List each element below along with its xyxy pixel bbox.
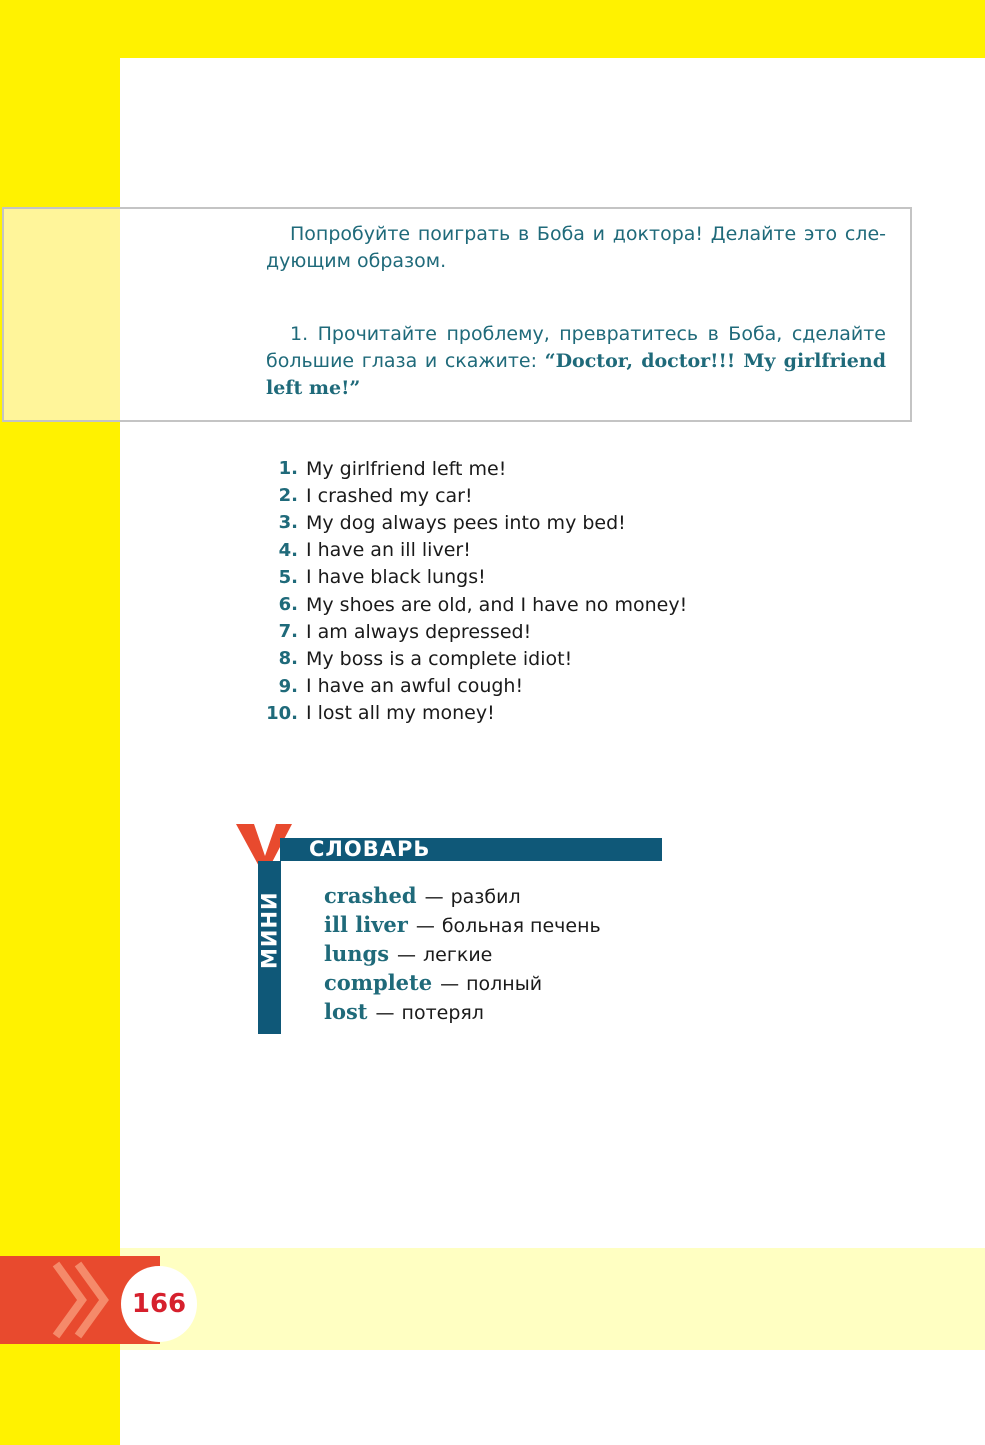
problem-item (262, 482, 687, 509)
problem-number: 2. (278, 485, 298, 507)
problem-number: 4. (278, 539, 298, 561)
vocab-word: ill liver (324, 912, 408, 937)
double-chevron-icon (48, 1256, 128, 1344)
vocab-dash: — (415, 915, 435, 937)
vocab-word: complete (324, 970, 433, 995)
vocab-entry (324, 883, 601, 912)
problem-number: 10. (266, 702, 298, 724)
problem-text: My boss is a complete idiot! (306, 647, 573, 670)
vocab-translation: больная печень (441, 915, 601, 937)
vocab-entry (324, 941, 601, 970)
problem-item (262, 455, 687, 482)
vocab-entry (324, 999, 601, 1028)
problem-text: I lost all my money! (306, 702, 495, 725)
problem-number: 6. (278, 594, 298, 616)
vocab-word: lungs (324, 941, 390, 966)
instruction-paragraph-1: Попробуйте поиграть в Боба и доктора! Делайте это сле-дующим образом. (266, 223, 886, 272)
problem-number: 5. (278, 566, 298, 588)
vocab-title: СЛОВАРЬ (309, 837, 431, 861)
vocab-word: lost (324, 999, 368, 1024)
problem-item (262, 645, 687, 672)
vocab-dash: — (424, 886, 444, 908)
vocab-translation: потерял (401, 1002, 484, 1024)
vocab-dash: — (375, 1002, 395, 1024)
vocab-word: crashed (324, 883, 417, 908)
problem-number: 3. (278, 512, 298, 534)
problem-text: I have black lungs! (306, 566, 486, 589)
problem-text: I am always depressed! (306, 620, 532, 643)
problem-item (262, 509, 687, 536)
vocab-dash: — (397, 944, 417, 966)
problem-item (262, 618, 687, 645)
instruction-paragraph-2 (266, 321, 886, 402)
vocab-entry (324, 912, 601, 941)
problem-text: My shoes are old, and I have no money! (306, 593, 688, 616)
problem-item (262, 673, 687, 700)
problem-number: 8. (278, 648, 298, 670)
problem-text: I crashed my car! (306, 484, 473, 507)
vocab-list (324, 883, 601, 1028)
problem-list (262, 455, 687, 727)
problem-number: 1. (278, 458, 298, 480)
problem-item (262, 591, 687, 618)
problem-text: I have an awful cough! (306, 675, 524, 698)
problem-text: My girlfriend left me! (306, 457, 507, 480)
vocab-translation: разбил (450, 886, 521, 908)
vocab-translation: полный (466, 973, 543, 995)
vocab-entry (324, 970, 601, 999)
vocab-translation: легкие (423, 944, 493, 966)
vocab-dash: — (440, 973, 460, 995)
problem-number: 9. (278, 675, 298, 697)
problem-text: My dog always pees into my bed! (306, 511, 626, 534)
page-frame-top (0, 0, 985, 58)
page-number: 166 (121, 1266, 197, 1342)
instruction-quote: “Doctor, doctor!!! My girlfriend left me!” (266, 350, 886, 399)
problem-text: I have an ill liver! (306, 539, 471, 562)
instruction-step-text: 1. Прочитайте проблему, превратитесь в Боба, сделайте большие глаза и скажите: (266, 323, 886, 372)
problem-item (262, 700, 687, 727)
vocab-side-label: МИНИ (257, 891, 282, 969)
problem-item (262, 564, 687, 591)
problem-number: 7. (278, 621, 298, 643)
problem-item (262, 537, 687, 564)
instruction-box-accent (4, 209, 120, 420)
